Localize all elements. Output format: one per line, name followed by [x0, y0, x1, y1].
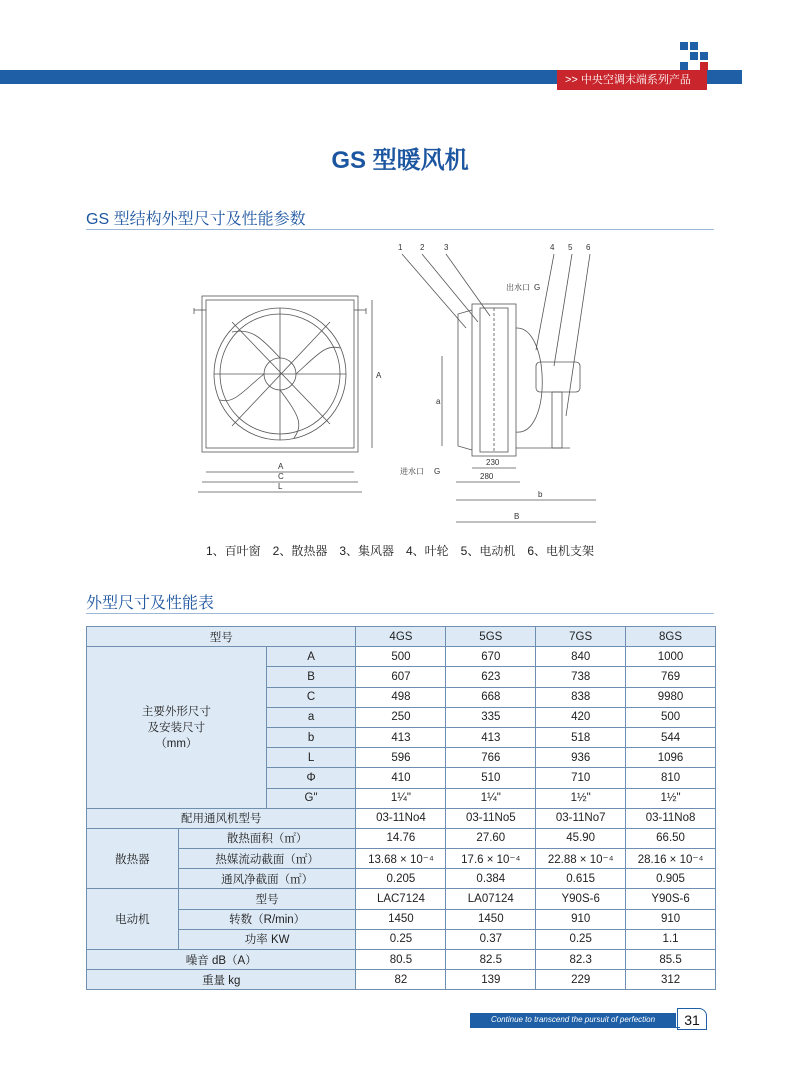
dim-C: C [278, 472, 284, 481]
table-row: L 596 766 936 1096 [87, 748, 716, 768]
model-4gs: 4GS [356, 627, 446, 647]
footer-rule [470, 1027, 680, 1028]
section-title-structure: GS 型结构外型尺寸及性能参数 [86, 211, 306, 228]
parts-legend: 1、百叶窗 2、散热器 3、集风器 4、叶轮 5、电动机 6、电机支架 [205, 544, 595, 558]
model-7gs: 7GS [536, 627, 626, 647]
table-row: b 413 413 518 544 [87, 727, 716, 747]
table-row: G" 1¼" 1¼" 1½" 1½" [87, 788, 716, 808]
model-5gs: 5GS [446, 627, 536, 647]
table-row: 功率 KW 0.25 0.37 0.25 1.1 [87, 929, 716, 949]
model-8gs: 8GS [626, 627, 716, 647]
table-row: 转数（R/min） 1450 1450 910 910 [87, 909, 716, 929]
outlet-g-label: G [534, 283, 541, 292]
page-title: GS 型暖风机 [331, 147, 469, 174]
header-label: 型号 [87, 627, 356, 647]
outlet-label: 出水口 [506, 283, 530, 292]
table-row: C 498 668 838 9980 [87, 687, 716, 707]
dims-group-label: 主要外形尺寸 及安装尺寸 （mm） [87, 647, 267, 809]
dim-A-horizontal: A [278, 462, 284, 471]
table-row: 通风净截面（㎡） 0.205 0.384 0.615 0.905 [87, 869, 716, 889]
motor-group-label: 电动机 [87, 889, 179, 950]
table-row: 电动机 型号 LAC7124 LA07124 Y90S-6 Y90S-6 [87, 889, 716, 909]
footer-slogan: Continue to transcend the pursuit of perfection [470, 1013, 676, 1027]
unit-drawing [180, 236, 620, 532]
table-row: Φ 410 510 710 810 [87, 768, 716, 788]
table-row: 热媒流动截面（㎡） 13.68 × 10⁻⁴ 17.6 × 10⁻⁴ 22.88 × 10⁻⁴ 28.16 × 10⁻⁴ [87, 849, 716, 869]
inlet-label: 进水口 [400, 467, 424, 476]
dim-A-vertical: A [376, 371, 382, 380]
dim-280: 280 [480, 472, 494, 481]
category-tag: >> 中央空调末端系列产品 [557, 70, 707, 90]
inlet-g-label: G [434, 467, 441, 476]
callout-1: 1 [398, 243, 403, 252]
section-title-table: 外型尺寸及性能表 [86, 595, 215, 612]
callout-4: 4 [550, 243, 555, 252]
dim-a: a [436, 397, 441, 406]
dim-230: 230 [486, 458, 500, 467]
brand-logo-icon [666, 38, 726, 72]
section-divider [86, 229, 714, 230]
radiator-group-label: 散热器 [87, 828, 179, 889]
table-row: a 250 335 420 500 [87, 707, 716, 727]
spec-table [86, 626, 716, 990]
table-row: 噪音 dB（A） 80.5 82.5 82.3 85.5 [87, 950, 716, 970]
dim-B: B [514, 512, 520, 521]
dim-L: L [278, 482, 283, 491]
table-row: 重量 kg 82 139 229 312 [87, 970, 716, 990]
table-header-row [87, 627, 716, 647]
callout-6: 6 [586, 243, 591, 252]
callout-3: 3 [444, 243, 449, 252]
table-row: 主要外形尺寸 及安装尺寸 （mm） A 500 670 840 1000 [87, 647, 716, 667]
dim-b-small: b [538, 490, 543, 499]
table-row: 配用通风机型号 03-11No4 03-11No5 03-11No7 03-11No8 [87, 808, 716, 828]
section-divider [86, 613, 714, 614]
callout-2: 2 [420, 243, 425, 252]
page-number: 31 [677, 1008, 707, 1030]
table-row: 散热器 散热面积（㎡） 14.76 27.60 45.90 66.50 [87, 828, 716, 848]
table-row: B 607 623 738 769 [87, 667, 716, 687]
callout-5: 5 [568, 243, 573, 252]
